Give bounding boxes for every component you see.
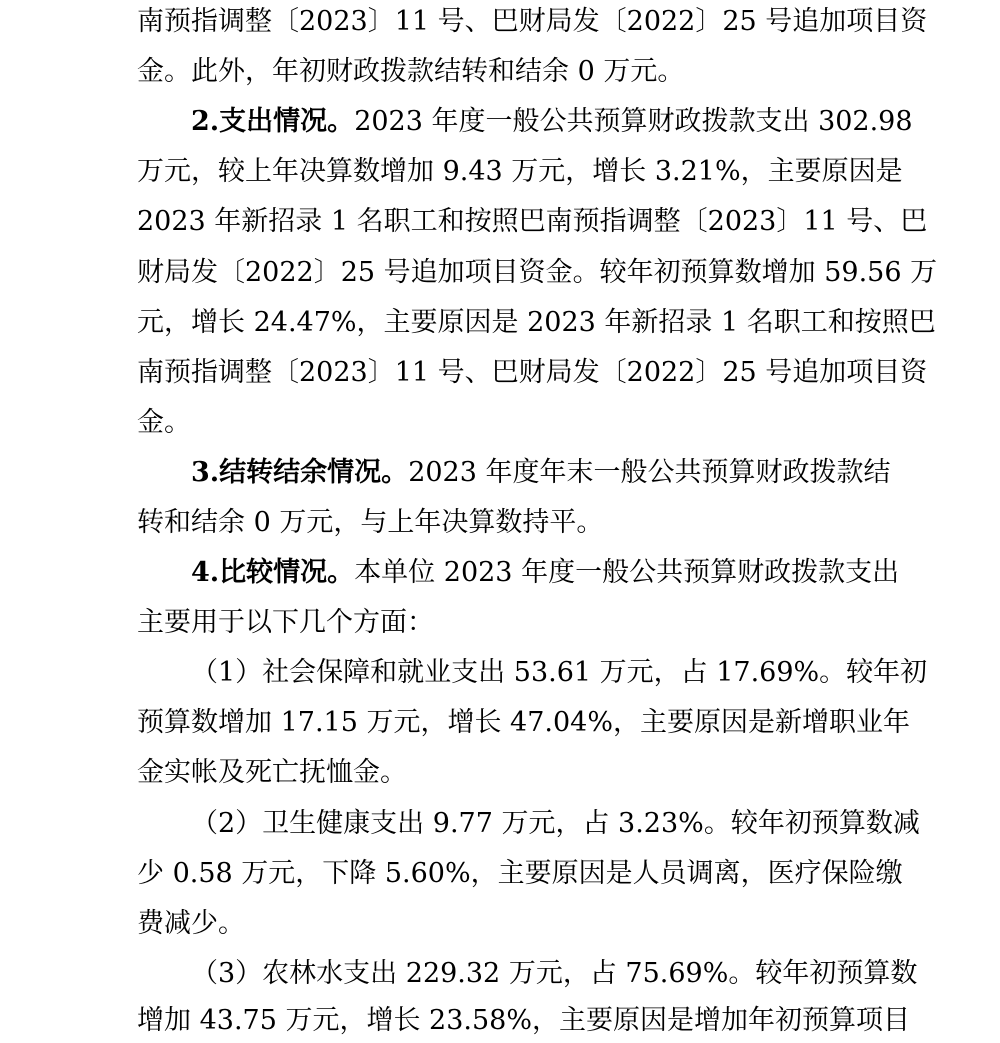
text-line xyxy=(137,152,903,192)
line-text: （1）社会保障和就业支出 53.61 万元，占 17.69%。较年初 xyxy=(191,657,928,688)
text-line xyxy=(137,753,877,793)
line-text: 金实帐及死亡抚恤金。 xyxy=(137,757,407,788)
line-text: 2023 年新招录 1 名职工和按照巴南预指调整〔2023〕11 号、巴 xyxy=(137,206,928,237)
text-line xyxy=(137,603,877,643)
text-line xyxy=(137,703,910,743)
text-line xyxy=(137,904,877,944)
section-heading: 3.结转结余情况。 xyxy=(191,457,409,488)
section-heading: 2.支出情况。 xyxy=(191,106,355,137)
list-item-line xyxy=(191,653,928,693)
line-text: 金。 xyxy=(137,407,191,438)
text-line xyxy=(137,854,903,894)
line-text: 转和结余 0 万元，与上年决算数持平。 xyxy=(137,507,604,538)
line-text: 2023 年度年末一般公共预算财政拨款结 xyxy=(408,457,891,488)
text-line xyxy=(137,1001,910,1041)
line-text: 万元，较上年决算数增加 9.43 万元，增长 3.21%，主要原因是 xyxy=(137,156,903,187)
section-heading-line xyxy=(191,102,913,142)
list-item-line xyxy=(191,804,920,844)
line-text: 金。此外，年初财政拨款结转和结余 0 万元。 xyxy=(137,56,685,87)
line-text: 少 0.58 万元，下降 5.60%，主要原因是人员调离，医疗保险缴 xyxy=(137,858,903,889)
text-line xyxy=(137,2,928,42)
line-text: 元，增长 24.47%，主要原因是 2023 年新招录 1 名职工和按照巴 xyxy=(137,307,936,338)
line-text: （3）农林水支出 229.32 万元，占 75.69%。较年初预算数 xyxy=(191,958,918,989)
text-line xyxy=(137,503,877,543)
text-line xyxy=(137,353,928,393)
line-text: 财局发〔2022〕25 号追加项目资金。较年初预算数增加 59.56 万 xyxy=(137,257,938,288)
line-text: 南预指调整〔2023〕11 号、巴财局发〔2022〕25 号追加项目资 xyxy=(137,357,928,388)
list-item-line xyxy=(191,954,918,994)
line-text: 主要用于以下几个方面： xyxy=(137,607,434,638)
line-text: 预算数增加 17.15 万元，增长 47.04%，主要原因是新增职业年 xyxy=(137,707,910,738)
text-line xyxy=(137,303,936,343)
line-text: （2）卫生健康支出 9.77 万元，占 3.23%。较年初预算数减 xyxy=(191,808,920,839)
text-line xyxy=(137,253,938,293)
text-line xyxy=(137,52,877,92)
section-heading-line xyxy=(191,453,891,493)
section-heading-line xyxy=(191,553,900,593)
section-heading: 4.比较情况。 xyxy=(191,557,355,588)
line-text: 南预指调整〔2023〕11 号、巴财局发〔2022〕25 号追加项目资 xyxy=(137,6,928,37)
line-text: 本单位 2023 年度一般公共预算财政拨款支出 xyxy=(354,557,900,588)
line-text: 增加 43.75 万元，增长 23.58%，主要原因是增加年初预算项目 xyxy=(137,1005,910,1036)
line-text: 费减少。 xyxy=(137,908,245,939)
line-text: 2023 年度一般公共预算财政拨款支出 302.98 xyxy=(354,106,913,137)
text-line xyxy=(137,202,928,242)
text-line xyxy=(137,403,877,443)
